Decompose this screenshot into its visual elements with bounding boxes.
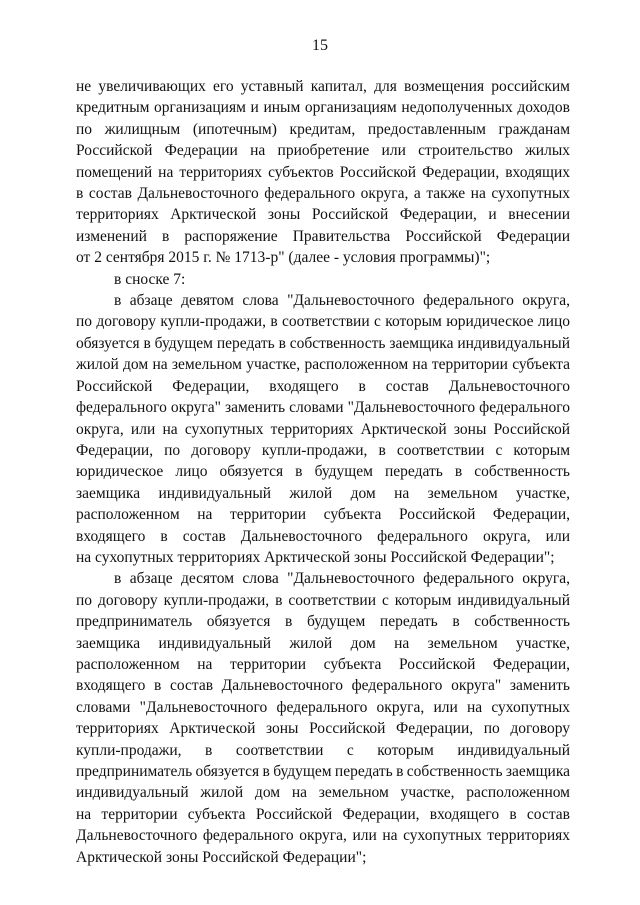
text-line: юридическое лицо обязуется в будущем передать в собственность — [76, 463, 570, 481]
text-line: предприниматель обязуется в будущем передать в собственность — [76, 613, 570, 631]
text-line: Арктической зоны Российской Федерации"; — [76, 848, 367, 866]
text-line: Федерации, по договору купли-продажи, в соответствии с которым — [76, 441, 570, 459]
text-line: в абзаце десятом слова "Дальневосточного федерального округа, — [114, 570, 570, 588]
text-line: Российской Федерации, входящего в состав Дальневосточного — [76, 377, 570, 395]
text-line: предприниматель обязуется в будущем передать в собственность заемщика — [76, 763, 570, 780]
text-line: словами "Дальневосточного федерального округа, или на сухопутных — [76, 698, 570, 716]
document-body — [76, 76, 570, 868]
text-line: обязуется в будущем передать в собственность заемщика индивидуальный — [76, 334, 570, 352]
text-line: округа, или на сухопутных территориях Арктической зоны Российской — [76, 420, 570, 438]
text-line: не увеличивающих его уставный капитал, для возмещения российским — [76, 78, 570, 95]
text-line: Российской Федерации на приобретение или строительство жилых — [76, 142, 570, 160]
text-line: кредитным организациям и иным организациям недополученных доходов — [76, 99, 570, 117]
text-line: входящего в состав Дальневосточного федерального округа" заменить — [76, 677, 570, 695]
text-line: на территории субъекта Российской Федерации, входящего в состав — [76, 805, 570, 823]
text-line: расположенном на территории субъекта Российской Федерации, — [76, 506, 570, 524]
text-line: по жилищным (ипотечным) кредитам, предоставленным гражданам — [76, 120, 570, 138]
text-line: федерального округа" заменить словами "Дальневосточного федерального — [76, 399, 570, 417]
text-line: от 2 сентября 2015 г. № 1713-р" (далее - условия программы)"; — [76, 249, 491, 267]
paragraph-tenth-clause — [76, 568, 570, 868]
text-line: помещений на территориях субъектов Российской Федерации, входящих — [76, 163, 570, 181]
text-line: индивидуальный жилой дом на земельном участке, расположенном — [76, 784, 570, 802]
text-line: жилой дом на земельном участке, расположенном на территории субъекта — [76, 356, 570, 374]
paragraph-program-conditions — [76, 76, 570, 269]
text-line: по договору купли-продажи, в соответствии с которым индивидуальный — [76, 591, 570, 609]
text-line: заемщика индивидуальный жилой дом на земельном участке, — [76, 484, 570, 502]
page-number: 15 — [312, 37, 328, 54]
text-line: расположенном на территории субъекта Российской Федерации, — [76, 655, 570, 673]
text-line: Дальневосточного федерального округа, или на сухопутных территориях — [76, 827, 570, 845]
text-line: по договору купли-продажи, в соответствии с которым юридическое лицо — [76, 313, 570, 331]
text-line: заемщика индивидуальный жилой дом на земельном участке, — [76, 634, 570, 652]
text-line: территориях Арктической зоны Российской Федерации, по договору — [76, 720, 570, 738]
text-line: входящего в состав Дальневосточного федерального округа, или — [76, 527, 570, 545]
text-line: территориях Арктической зоны Российской Федерации, и внесении — [76, 206, 570, 224]
text-line: на сухопутных территориях Арктической зоны Российской Федерации"; — [76, 548, 555, 566]
text-line: изменений в распоряжение Правительства Российской Федерации — [76, 227, 570, 245]
paragraph-footnote-7 — [76, 269, 570, 290]
text-line: купли-продажи, в соответствии с которым индивидуальный — [76, 741, 570, 759]
text-line: в сноске 7: — [114, 270, 186, 288]
text-line: в абзаце девятом слова "Дальневосточного федерального округа, — [114, 292, 570, 310]
text-line: в состав Дальневосточного федерального округа, а также на сухопутных — [76, 185, 570, 203]
paragraph-ninth-clause — [76, 290, 570, 568]
